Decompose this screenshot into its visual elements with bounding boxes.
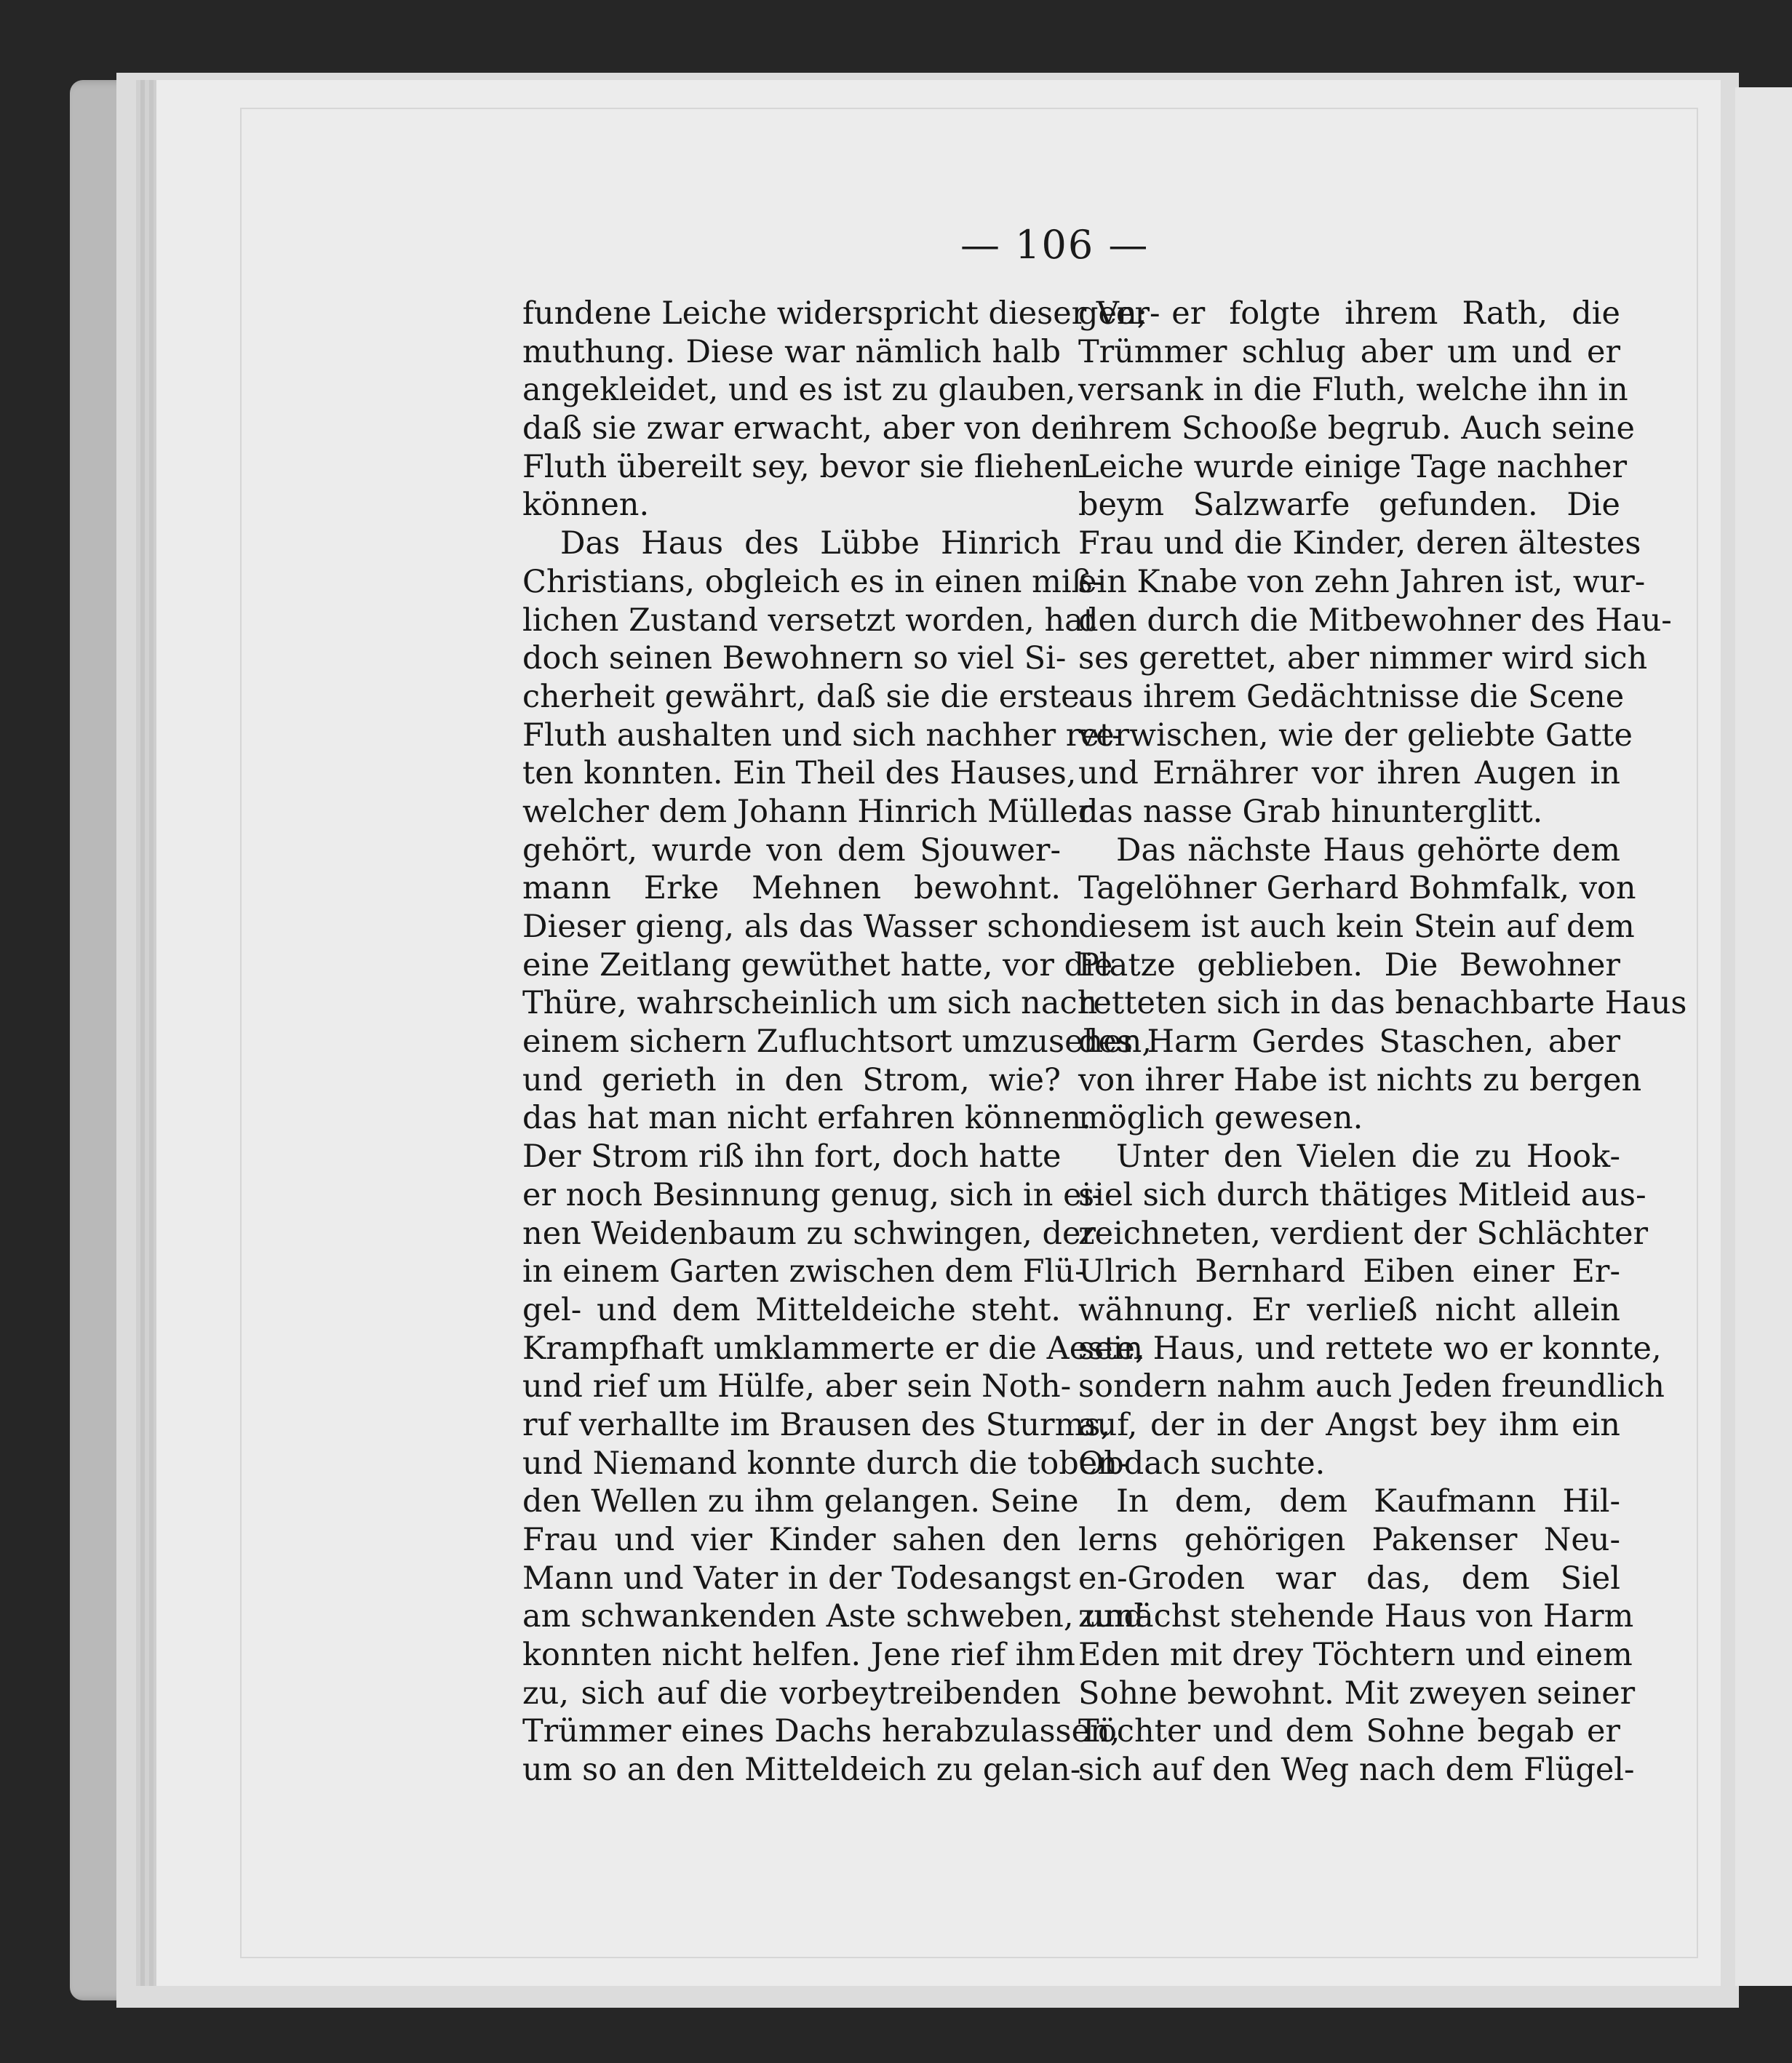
text-line: Christians, obgleich es in einen miß- [522, 563, 1103, 600]
text-line: möglich gewesen. [1078, 1100, 1363, 1137]
text-line: daß sie zwar erwacht, aber von der [522, 410, 1085, 447]
text-line: zu, sich auf die vorbeytreibenden [522, 1675, 1061, 1712]
text-line: versank in die Fluth, welche ihn in [1078, 372, 1628, 409]
text-line: Unter den Vielen die zu Hook- [1116, 1138, 1620, 1176]
text-line: und Niemand konnte durch die toben- [522, 1445, 1128, 1482]
text-line: von ihrer Habe ist nichts zu bergen [1078, 1061, 1642, 1098]
text-line: sich auf den Weg nach dem Flügel- [1078, 1752, 1635, 1789]
text-line: um so an den Mitteldeich zu gelan- [522, 1752, 1081, 1789]
text-line: er noch Besinnung genug, sich in ei- [522, 1176, 1102, 1213]
text-line: zeichneten, verdient der Schlächter [1078, 1215, 1649, 1252]
text-line: Leiche wurde einige Tage nachher [1078, 448, 1628, 485]
text-line: mann Erke Mehnen bewohnt. [522, 870, 1061, 907]
text-line: zunächst stehende Haus von Harm [1078, 1598, 1634, 1635]
facing-page-edge [1735, 87, 1792, 1986]
text-line: Fluth aushalten und sich nachher ret- [522, 717, 1123, 754]
text-line: ses gerettet, aber nimmer wird sich [1078, 640, 1648, 677]
text-line: den durch die Mitbewohner des Hau- [1078, 602, 1672, 639]
text-line: Thüre, wahrscheinlich um sich nach [522, 985, 1098, 1022]
text-line: Töchter und dem Sohne begab er [1078, 1713, 1620, 1750]
text-line: aus ihrem Gedächtnisse die Scene [1078, 678, 1625, 715]
text-line: können. [522, 487, 650, 524]
text-line: sondern nahm auch Jeden freundlich [1078, 1368, 1665, 1405]
text-line: Frau und vier Kinder sahen den [522, 1522, 1061, 1558]
text-column-right [1078, 295, 1687, 1789]
text-line: Obdach suchte. [1078, 1445, 1326, 1482]
text-line: am schwankenden Aste schweben, und [522, 1598, 1144, 1635]
text-line: Trümmer schlug aber um und er [1078, 333, 1620, 370]
text-line: gen; er folgte ihrem Rath, die [1078, 295, 1620, 332]
text-line: konnten nicht helfen. Jene rief ihm [522, 1637, 1075, 1674]
text-line: und gerieth in den Strom, wie? [522, 1061, 1061, 1098]
text-line: Das nächste Haus gehörte dem [1116, 831, 1620, 869]
text-line: auf, der in der Angst bey ihm ein [1078, 1406, 1620, 1443]
text-line: siel sich durch thätiges Mitleid aus- [1078, 1176, 1646, 1213]
text-line: ruf verhallte im Brausen des Sturms, [522, 1406, 1111, 1443]
text-column-left [522, 295, 1160, 1789]
text-line: doch seinen Bewohnern so viel Si- [522, 640, 1067, 677]
text-line: Trümmer eines Dachs herabzulassen, [522, 1713, 1120, 1750]
text-line: in einem Garten zwischen dem Flü- [522, 1253, 1086, 1290]
text-line: Krampfhaft umklammerte er die Aeste, [522, 1330, 1145, 1367]
text-line: Der Strom riß ihn fort, doch hatte [522, 1138, 1062, 1176]
text-line: verwischen, wie der geliebte Gatte [1078, 717, 1633, 754]
text-line: lerns gehörigen Pakenser Neu- [1078, 1522, 1620, 1558]
text-line: fundene Leiche widerspricht dieser Ver- [522, 295, 1160, 332]
text-line: den Wellen zu ihm gelangen. Seine [522, 1483, 1079, 1520]
text-line: beym Salzwarfe gefunden. Die [1078, 487, 1620, 524]
text-line: Fluth übereilt sey, bevor sie fliehen [522, 448, 1083, 485]
text-line: retteten sich in das benachbarte Haus [1078, 985, 1687, 1022]
text-line: Das Haus des Lübbe Hinrich [560, 525, 1061, 562]
text-line: muthung. Diese war nämlich halb [522, 333, 1061, 370]
text-line: einem sichern Zufluchtsort umzusehen, [522, 1023, 1152, 1061]
text-line: Sohne bewohnt. Mit zweyen seiner [1078, 1675, 1636, 1712]
text-line: Ulrich Bernhard Eiben einer Er- [1078, 1253, 1620, 1290]
text-line: gehört, wurde von dem Sjouwer- [522, 831, 1061, 869]
text-line: Frau und die Kinder, deren ältestes [1078, 525, 1641, 562]
text-line: Dieser gieng, als das Wasser schon [522, 909, 1080, 945]
text-line: Eden mit drey Töchtern und einem [1078, 1637, 1633, 1674]
text-line: ten konnten. Ein Theil des Hauses, [522, 755, 1077, 792]
text-line: gel- und dem Mitteldeiche steht. [522, 1291, 1061, 1328]
text-line: das hat man nicht erfahren können. [522, 1100, 1091, 1137]
text-line: nen Weidenbaum zu schwingen, der [522, 1215, 1096, 1252]
text-line: wähnung. Er verließ nicht allein [1078, 1291, 1620, 1328]
text-line: eine Zeitlang gewüthet hatte, vor die [522, 946, 1113, 983]
text-line: lichen Zustand versetzt worden, hat [522, 602, 1096, 639]
page-number: — 106 — [960, 222, 1150, 268]
text-line: Platze geblieben. Die Bewohner [1078, 946, 1620, 983]
text-line: angekleidet, und es ist zu glauben, [522, 372, 1076, 409]
text-line: Tagelöhner Gerhard Bohmfalk, von [1078, 870, 1636, 907]
text-line: Mann und Vater in der Todesangst [522, 1560, 1071, 1597]
text-line: cherheit gewährt, daß sie die erste [522, 678, 1080, 715]
text-line: ein Knabe von zehn Jahren ist, wur- [1078, 563, 1646, 600]
text-line: ihrem Schooße begrub. Auch seine [1078, 410, 1635, 447]
text-line: und Ernährer vor ihren Augen in [1078, 755, 1620, 792]
text-line: en-Groden war das, dem Siel [1078, 1560, 1620, 1597]
text-line: des Harm Gerdes Staschen, aber [1078, 1023, 1620, 1061]
text-line: diesem ist auch kein Stein auf dem [1078, 909, 1635, 945]
text-line: sein Haus, und rettete wo er konnte, [1078, 1330, 1662, 1367]
text-line: und rief um Hülfe, aber sein Noth- [522, 1368, 1072, 1405]
text-line: In dem, dem Kaufmann Hil- [1116, 1483, 1620, 1520]
text-line: welcher dem Johann Hinrich Müller [522, 793, 1094, 830]
text-line: das nasse Grab hinunterglitt. [1078, 793, 1543, 830]
